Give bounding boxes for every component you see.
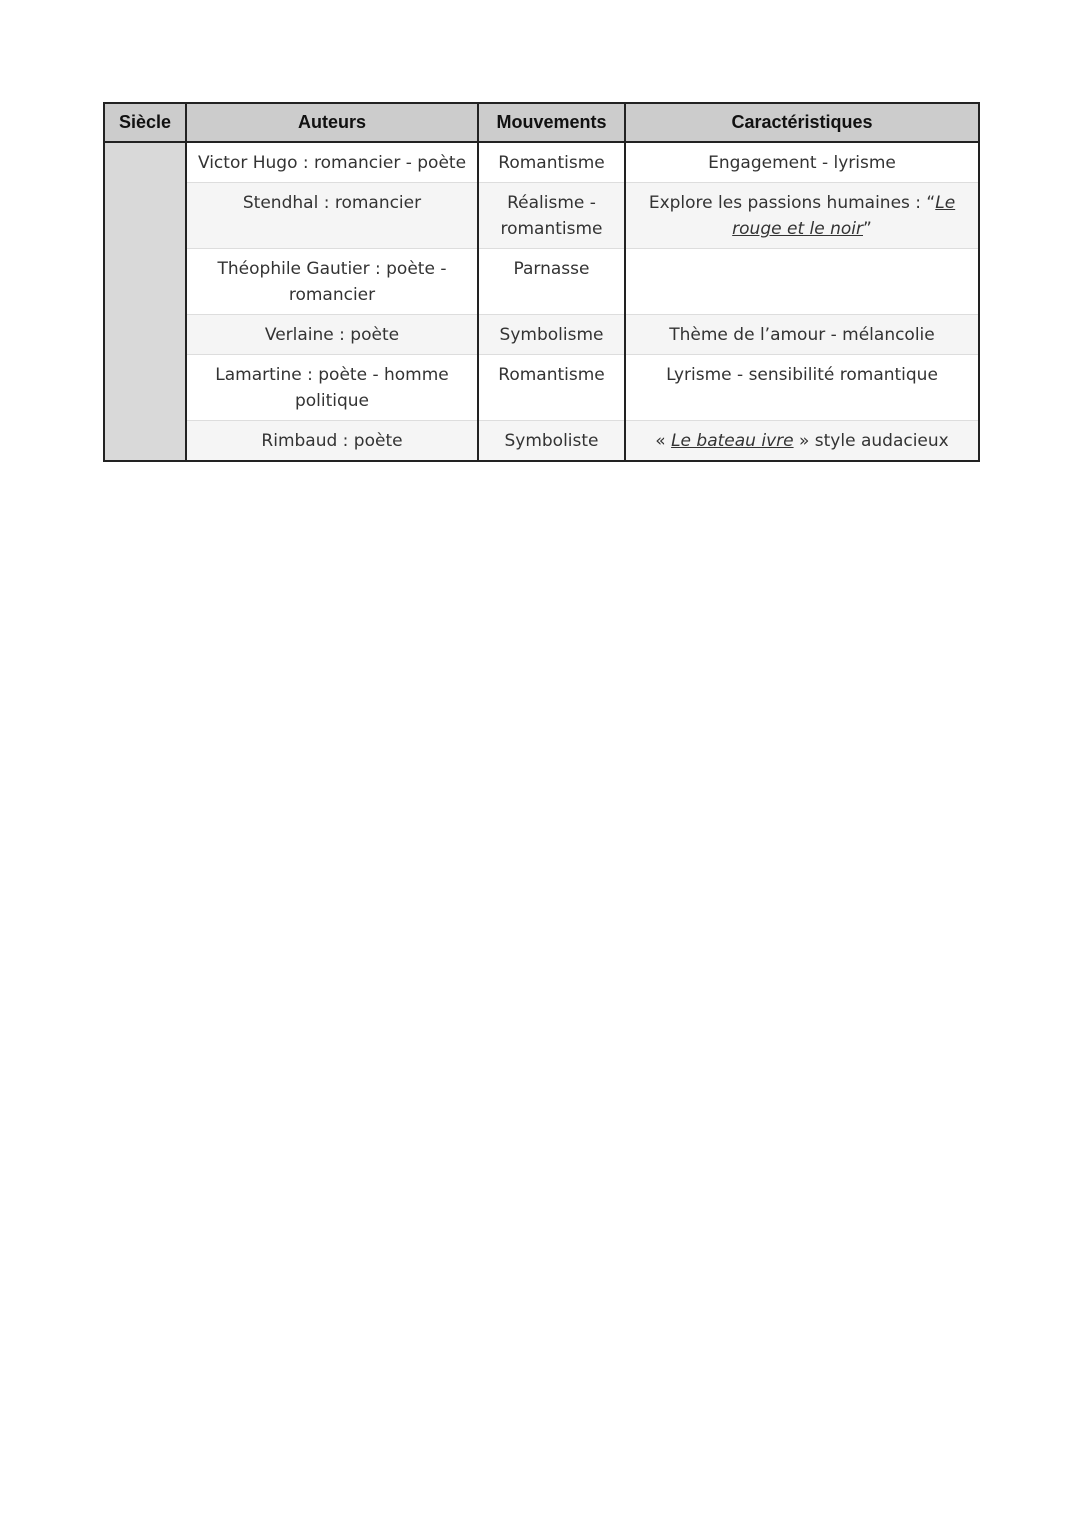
movement-cell: Parnasse	[478, 249, 625, 315]
literature-table	[103, 102, 980, 462]
characteristics-cell	[625, 421, 979, 462]
characteristics-cell	[625, 315, 979, 355]
movement-cell: Symbolisme	[478, 315, 625, 355]
table-row	[104, 421, 979, 462]
work-title: Le bateau ivre	[671, 431, 794, 451]
table-row	[104, 355, 979, 421]
characteristics-cell	[625, 355, 979, 421]
characteristics-cell	[625, 183, 979, 249]
table-row	[104, 315, 979, 355]
header-caracteristiques: Caractéristiques	[625, 103, 979, 142]
movement-cell: Symboliste	[478, 421, 625, 462]
table-row	[104, 249, 979, 315]
characteristics-text: Thème de l’amour - mélancolie	[669, 325, 935, 345]
movement-cell: Romantisme	[478, 355, 625, 421]
work-title: Le rouge et le noir	[732, 193, 956, 239]
author-cell: Stendhal : romancier	[186, 183, 478, 249]
author-cell: Rimbaud : poète	[186, 421, 478, 462]
characteristics-suffix: » style audacieux	[793, 431, 949, 451]
movement-cell: Réalisme - romantisme	[478, 183, 625, 249]
siecle-cell	[104, 142, 186, 461]
author-cell: Lamartine : poète - homme politique	[186, 355, 478, 421]
table-header-row	[104, 103, 979, 142]
characteristics-cell	[625, 249, 979, 315]
movement-cell: Romantisme	[478, 142, 625, 183]
table-row	[104, 142, 979, 183]
header-siecle: Siècle	[104, 103, 186, 142]
author-cell: Verlaine : poète	[186, 315, 478, 355]
characteristics-text: Engagement - lyrisme	[708, 153, 896, 173]
characteristics-text: «	[655, 431, 672, 451]
header-auteurs: Auteurs	[186, 103, 478, 142]
characteristics-suffix: ”	[863, 219, 872, 239]
author-cell: Théophile Gautier : poète - romancier	[186, 249, 478, 315]
characteristics-cell	[625, 142, 979, 183]
characteristics-text: Explore les passions humaines : “	[648, 193, 936, 213]
header-mouvements: Mouvements	[478, 103, 625, 142]
author-cell: Victor Hugo : romancier - poète	[186, 142, 478, 183]
table-row	[104, 183, 979, 249]
characteristics-text: Lyrisme - sensibilité romantique	[666, 365, 938, 385]
